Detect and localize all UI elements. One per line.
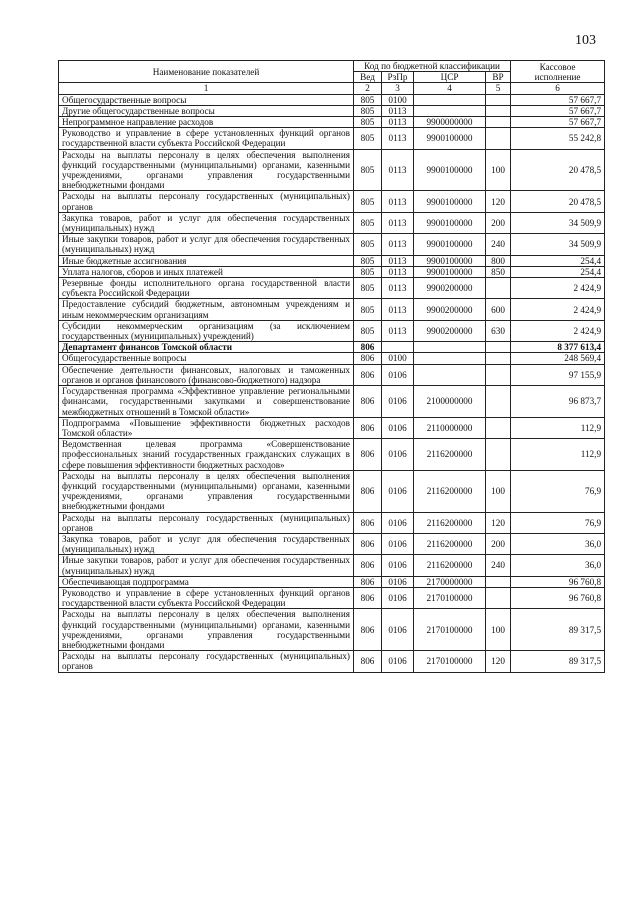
row-vr: 850	[486, 266, 511, 277]
table-row	[59, 576, 605, 587]
row-csr: 9900100000	[414, 149, 486, 191]
table-body	[59, 94, 605, 672]
row-ved: 805	[354, 149, 382, 191]
row-name: Государственная программа «Эффективное управление региональными финансами, государственными закупками и совершенствование межбюджетных отношений в Томской области»	[59, 386, 354, 418]
row-vr: 240	[486, 234, 511, 255]
row-csr: 2116200000	[414, 533, 486, 554]
row-amount: 2 424,9	[511, 299, 605, 320]
row-rzpr: 0106	[382, 576, 414, 587]
row-name: Субсидии некоммерческим организациям (за исключением государственных (муниципальных) учреждений)	[59, 320, 354, 341]
row-amount: 112,9	[511, 439, 605, 471]
col-num-4: 4	[414, 83, 486, 94]
row-rzpr: 0113	[382, 234, 414, 255]
row-rzpr: 0106	[382, 587, 414, 608]
row-csr: 2116200000	[414, 470, 486, 512]
row-name: Общегосударственные вопросы	[59, 94, 354, 105]
row-rzpr: 0113	[382, 149, 414, 191]
row-csr	[414, 364, 486, 385]
row-csr: 9900100000	[414, 266, 486, 277]
row-vr	[486, 364, 511, 385]
row-vr	[486, 117, 511, 128]
table-row	[59, 117, 605, 128]
row-ved: 806	[354, 533, 382, 554]
row-name: Руководство и управление в сфере установленных функций органов государственной власти субъекта Российской Федерации	[59, 587, 354, 608]
row-amount: 2 424,9	[511, 320, 605, 341]
row-ved: 806	[354, 651, 382, 672]
row-ved: 805	[354, 191, 382, 212]
row-ved: 806	[354, 576, 382, 587]
row-csr: 2170100000	[414, 587, 486, 608]
row-csr: 2110000000	[414, 417, 486, 438]
row-name: Руководство и управление в сфере установленных функций органов государственной власти субъекта Российской Федерации	[59, 128, 354, 149]
table-row	[59, 299, 605, 320]
row-ved: 805	[354, 212, 382, 233]
row-csr: 2116200000	[414, 555, 486, 576]
row-name: Иные бюджетные ассигнования	[59, 255, 354, 266]
row-name: Расходы на выплаты персоналу в целях обеспечения выполнения функций государственными (муниципальными) органами, казенными учреждениями, органами управления государственными внебюджетными фондами	[59, 609, 354, 651]
table-row	[59, 342, 605, 353]
table-row	[59, 470, 605, 512]
page-number: 103	[575, 33, 596, 48]
row-name: Предоставление субсидий бюджетным, автономным учреждениям и иным некоммерческим организациям	[59, 299, 354, 320]
row-amount: 57 667,7	[511, 105, 605, 116]
row-name: Иные закупки товаров, работ и услуг для обеспечения государственных (муниципальных) нужд	[59, 555, 354, 576]
row-amount: 96 873,7	[511, 386, 605, 418]
table-row	[59, 212, 605, 233]
row-rzpr: 0106	[382, 470, 414, 512]
header-amount	[511, 61, 605, 83]
row-name: Расходы на выплаты персоналу государственных (муниципальных) органов	[59, 651, 354, 672]
row-vr	[486, 94, 511, 105]
row-vr	[486, 342, 511, 353]
row-rzpr: 0113	[382, 278, 414, 299]
table-row	[59, 149, 605, 191]
row-ved: 805	[354, 234, 382, 255]
col-num-5: 5	[486, 83, 511, 94]
row-amount: 34 509,9	[511, 234, 605, 255]
row-rzpr: 0100	[382, 94, 414, 105]
row-vr: 240	[486, 555, 511, 576]
row-rzpr: 0106	[382, 555, 414, 576]
row-name: Другие общегосударственные вопросы	[59, 105, 354, 116]
table-row	[59, 266, 605, 277]
row-amount: 76,9	[511, 512, 605, 533]
row-ved: 806	[354, 439, 382, 471]
row-csr: 2170100000	[414, 651, 486, 672]
row-csr: 2100000000	[414, 386, 486, 418]
row-amount: 20 478,5	[511, 149, 605, 191]
row-csr: 9900100000	[414, 191, 486, 212]
row-csr: 9900100000	[414, 212, 486, 233]
table-row	[59, 234, 605, 255]
table-row	[59, 278, 605, 299]
row-vr: 120	[486, 512, 511, 533]
row-csr: 2170100000	[414, 609, 486, 651]
row-vr: 120	[486, 651, 511, 672]
row-vr: 630	[486, 320, 511, 341]
row-csr	[414, 94, 486, 105]
row-ved: 805	[354, 320, 382, 341]
row-vr: 600	[486, 299, 511, 320]
row-ved: 805	[354, 278, 382, 299]
row-ved: 806	[354, 512, 382, 533]
row-amount: 36,0	[511, 555, 605, 576]
column-number-row	[59, 83, 605, 94]
row-csr: 9900200000	[414, 299, 486, 320]
row-vr: 200	[486, 533, 511, 554]
row-ved: 805	[354, 255, 382, 266]
row-amount: 248 569,4	[511, 353, 605, 364]
row-ved: 806	[354, 587, 382, 608]
row-csr: 2116200000	[414, 512, 486, 533]
row-csr: 9900200000	[414, 320, 486, 341]
row-amount: 55 242,8	[511, 128, 605, 149]
col-num-1: 1	[59, 83, 354, 94]
row-rzpr	[382, 342, 414, 353]
row-csr: 9900000000	[414, 117, 486, 128]
table-row	[59, 364, 605, 385]
row-rzpr: 0113	[382, 191, 414, 212]
table-row	[59, 609, 605, 651]
row-name: Непрограммное направление расходов	[59, 117, 354, 128]
header-csr: ЦСР	[414, 72, 486, 83]
header-ved: Вед	[354, 72, 382, 83]
table-row	[59, 587, 605, 608]
row-rzpr: 0106	[382, 651, 414, 672]
header-amount-line2: исполнение	[534, 71, 581, 82]
row-vr	[486, 587, 511, 608]
row-amount: 254,4	[511, 266, 605, 277]
row-ved: 806	[354, 417, 382, 438]
table-row	[59, 555, 605, 576]
header-vr: ВР	[486, 72, 511, 83]
row-rzpr: 0106	[382, 439, 414, 471]
row-amount: 89 317,5	[511, 651, 605, 672]
row-rzpr: 0106	[382, 364, 414, 385]
table-row	[59, 94, 605, 105]
row-amount: 36,0	[511, 533, 605, 554]
table-row	[59, 191, 605, 212]
row-amount: 96 760,8	[511, 587, 605, 608]
row-rzpr: 0106	[382, 609, 414, 651]
table-row	[59, 105, 605, 116]
row-name: Расходы на выплаты персоналу государственных (муниципальных) органов	[59, 512, 354, 533]
row-rzpr: 0113	[382, 266, 414, 277]
row-ved: 805	[354, 117, 382, 128]
row-rzpr: 0106	[382, 386, 414, 418]
table-row	[59, 128, 605, 149]
row-vr	[486, 576, 511, 587]
row-rzpr: 0113	[382, 117, 414, 128]
col-num-6: 6	[511, 83, 605, 94]
row-amount: 112,9	[511, 417, 605, 438]
row-csr: 2116200000	[414, 439, 486, 471]
header-amount-line1: Кассовое	[539, 61, 576, 72]
row-name: Обеспечение деятельности финансовых, налоговых и таможенных органов и органов финансового (финансово-бюджетного) надзора	[59, 364, 354, 385]
row-rzpr: 0113	[382, 212, 414, 233]
row-csr	[414, 353, 486, 364]
row-rzpr: 0106	[382, 512, 414, 533]
row-name: Расходы на выплаты персоналу в целях обеспечения выполнения функций государственными (муниципальными) органами, казенными учреждениями, органами управления государственными внебюджетными фондами	[59, 149, 354, 191]
table-row	[59, 439, 605, 471]
row-vr	[486, 417, 511, 438]
row-ved: 806	[354, 555, 382, 576]
row-rzpr: 0106	[382, 533, 414, 554]
header-row	[59, 61, 605, 72]
row-ved: 806	[354, 470, 382, 512]
row-rzpr: 0100	[382, 353, 414, 364]
row-name: Общегосударственные вопросы	[59, 353, 354, 364]
row-ved: 805	[354, 128, 382, 149]
row-name: Уплата налогов, сборов и иных платежей	[59, 266, 354, 277]
row-csr: 2170000000	[414, 576, 486, 587]
row-rzpr: 0106	[382, 417, 414, 438]
row-csr: 9900200000	[414, 278, 486, 299]
row-csr	[414, 342, 486, 353]
row-amount: 20 478,5	[511, 191, 605, 212]
table-row	[59, 512, 605, 533]
row-amount: 2 424,9	[511, 278, 605, 299]
row-rzpr: 0113	[382, 320, 414, 341]
row-amount: 76,9	[511, 470, 605, 512]
row-vr: 100	[486, 609, 511, 651]
col-num-3: 3	[382, 83, 414, 94]
row-ved: 806	[354, 342, 382, 353]
budget-table	[58, 60, 605, 673]
row-name: Ведомственная целевая программа «Совершенствование профессиональных знаний государственных гражданских служащих в сфере повышения эффективности бюджетных расходов»	[59, 439, 354, 471]
row-ved: 805	[354, 94, 382, 105]
header-name: Наименование показателей	[59, 61, 354, 83]
row-ved: 806	[354, 353, 382, 364]
row-vr	[486, 128, 511, 149]
row-name: Департамент финансов Томской области	[59, 342, 354, 353]
row-vr	[486, 386, 511, 418]
row-csr: 9900100000	[414, 255, 486, 266]
row-csr: 9900100000	[414, 234, 486, 255]
row-name: Расходы на выплаты персоналу государственных (муниципальных) органов	[59, 191, 354, 212]
row-vr: 120	[486, 191, 511, 212]
table-row	[59, 417, 605, 438]
row-amount: 97 155,9	[511, 364, 605, 385]
header-code-group: Код по бюджетной классификации	[354, 61, 511, 72]
row-ved: 805	[354, 105, 382, 116]
row-amount: 96 760,8	[511, 576, 605, 587]
table-row	[59, 255, 605, 266]
row-ved: 806	[354, 364, 382, 385]
row-vr	[486, 439, 511, 471]
row-rzpr: 0113	[382, 128, 414, 149]
row-vr	[486, 105, 511, 116]
row-vr	[486, 353, 511, 364]
row-amount: 8 377 613,4	[511, 342, 605, 353]
row-name: Закупка товаров, работ и услуг для обеспечения государственных (муниципальных) нужд	[59, 533, 354, 554]
row-ved: 806	[354, 386, 382, 418]
row-vr: 200	[486, 212, 511, 233]
row-vr: 100	[486, 470, 511, 512]
row-vr: 100	[486, 149, 511, 191]
row-csr	[414, 105, 486, 116]
row-rzpr: 0113	[382, 299, 414, 320]
row-rzpr: 0113	[382, 105, 414, 116]
row-amount: 254,4	[511, 255, 605, 266]
row-name: Резервные фонды исполнительного органа государственной власти субъекта Российской Федерации	[59, 278, 354, 299]
row-name: Обеспечивающая подпрограмма	[59, 576, 354, 587]
row-rzpr: 0113	[382, 255, 414, 266]
table-row	[59, 353, 605, 364]
row-amount: 57 667,7	[511, 117, 605, 128]
row-name: Закупка товаров, работ и услуг для обеспечения государственных (муниципальных) нужд	[59, 212, 354, 233]
table-row	[59, 320, 605, 341]
header-rzpr: РзПр	[382, 72, 414, 83]
table-row	[59, 651, 605, 672]
row-ved: 805	[354, 266, 382, 277]
row-ved: 806	[354, 609, 382, 651]
row-amount: 89 317,5	[511, 609, 605, 651]
row-amount: 34 509,9	[511, 212, 605, 233]
row-vr: 800	[486, 255, 511, 266]
row-name: Расходы на выплаты персоналу в целях обеспечения выполнения функций государственными (муниципальными) органами, казенными учреждениями, органами управления государственными внебюджетными фондами	[59, 470, 354, 512]
table-row	[59, 533, 605, 554]
row-name: Подпрограмма «Повышение эффективности бюджетных расходов Томской области»	[59, 417, 354, 438]
row-amount: 57 667,7	[511, 94, 605, 105]
row-ved: 805	[354, 299, 382, 320]
table-row	[59, 386, 605, 418]
row-vr	[486, 278, 511, 299]
col-num-2: 2	[354, 83, 382, 94]
row-name: Иные закупки товаров, работ и услуг для обеспечения государственных (муниципальных) нужд	[59, 234, 354, 255]
row-csr: 9900100000	[414, 128, 486, 149]
